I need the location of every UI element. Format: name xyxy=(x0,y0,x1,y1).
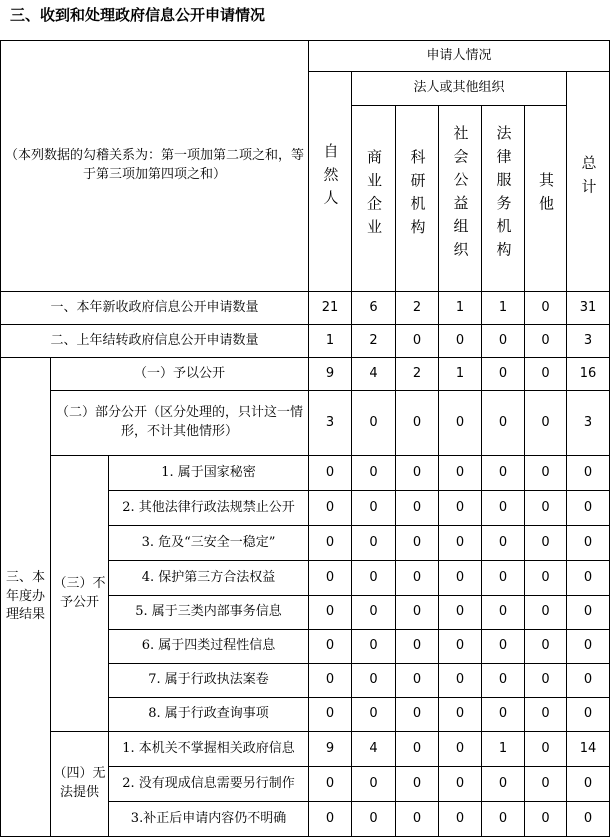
value-cell: 21 xyxy=(309,292,352,325)
row-label-carry: 二、上年结转政府信息公开申请数量 xyxy=(1,325,309,358)
value-cell: 9 xyxy=(309,732,352,767)
note-cell: （本列数据的勾稽关系为：第一项加第二项之和，等于第三项加第四项之和） xyxy=(1,41,309,292)
value-cell: 0 xyxy=(567,630,610,664)
value-cell: 0 xyxy=(439,698,482,732)
value-cell: 0 xyxy=(439,630,482,664)
value-cell: 0 xyxy=(482,358,525,391)
value-cell: 0 xyxy=(439,456,482,491)
col-header-other: 其他 xyxy=(525,106,567,292)
value-cell: 3 xyxy=(309,391,352,456)
value-cell: 1 xyxy=(439,358,482,391)
col-header-commercial: 商业企业 xyxy=(352,106,396,292)
value-cell: 0 xyxy=(525,596,567,630)
value-cell: 0 xyxy=(482,767,525,802)
legal-entity-header: 法人或其他组织 xyxy=(352,72,567,106)
item-label: 1. 本机关不掌握相关政府信息 xyxy=(109,732,309,767)
value-cell: 0 xyxy=(396,325,439,358)
table-row xyxy=(1,456,610,491)
value-cell: 0 xyxy=(396,732,439,767)
value-cell: 0 xyxy=(352,456,396,491)
row-label-partial: （二）部分公开（区分处理的，只计这一情形，不计其他情形） xyxy=(51,391,309,456)
item-label: 3. 危及“三安全一稳定” xyxy=(109,526,309,561)
value-cell: 0 xyxy=(439,526,482,561)
value-cell: 0 xyxy=(525,325,567,358)
value-cell: 0 xyxy=(567,767,610,802)
item-label: 3.补正后申请内容仍不明确 xyxy=(109,802,309,837)
value-cell: 31 xyxy=(567,292,610,325)
col-header-public-welfare: 社会公益组织 xyxy=(439,106,482,292)
value-cell: 0 xyxy=(482,456,525,491)
value-cell: 0 xyxy=(352,664,396,698)
value-cell: 0 xyxy=(482,325,525,358)
value-cell: 0 xyxy=(352,561,396,596)
value-cell: 0 xyxy=(309,596,352,630)
value-cell: 0 xyxy=(352,491,396,526)
value-cell: 0 xyxy=(439,802,482,837)
table-row xyxy=(1,391,610,456)
section3-label: 三、本年度办理结果 xyxy=(1,358,51,837)
value-cell: 14 xyxy=(567,732,610,767)
col-header-total: 总计 xyxy=(567,72,610,292)
value-cell: 0 xyxy=(482,630,525,664)
col-header-natural-person: 自然人 xyxy=(309,72,352,292)
value-cell: 0 xyxy=(352,698,396,732)
value-cell: 0 xyxy=(525,732,567,767)
value-cell: 9 xyxy=(309,358,352,391)
table-row xyxy=(1,358,610,391)
table-row xyxy=(1,325,610,358)
item-label: 6. 属于四类过程性信息 xyxy=(109,630,309,664)
value-cell: 4 xyxy=(352,732,396,767)
col-header-research: 科研机构 xyxy=(396,106,439,292)
item-label: 2. 其他法律行政法规禁止公开 xyxy=(109,491,309,526)
value-cell: 0 xyxy=(352,802,396,837)
value-cell: 0 xyxy=(482,561,525,596)
value-cell: 1 xyxy=(439,292,482,325)
group-label-not-open: （三）不予公开 xyxy=(51,456,109,732)
value-cell: 0 xyxy=(309,526,352,561)
value-cell: 0 xyxy=(482,391,525,456)
value-cell: 0 xyxy=(352,596,396,630)
value-cell: 0 xyxy=(567,491,610,526)
item-label: 2. 没有现成信息需要另行制作 xyxy=(109,767,309,802)
value-cell: 0 xyxy=(309,561,352,596)
value-cell: 0 xyxy=(439,664,482,698)
value-cell: 0 xyxy=(525,698,567,732)
value-cell: 0 xyxy=(525,526,567,561)
value-cell: 4 xyxy=(352,358,396,391)
value-cell: 0 xyxy=(482,526,525,561)
value-cell: 0 xyxy=(396,526,439,561)
value-cell: 0 xyxy=(439,491,482,526)
value-cell: 0 xyxy=(352,630,396,664)
value-cell: 0 xyxy=(525,491,567,526)
value-cell: 0 xyxy=(567,664,610,698)
col-header-legal-service: 法律服务机构 xyxy=(482,106,525,292)
value-cell: 1 xyxy=(482,292,525,325)
value-cell: 0 xyxy=(525,391,567,456)
value-cell: 0 xyxy=(309,630,352,664)
value-cell: 0 xyxy=(309,767,352,802)
applicant-header: 申请人情况 xyxy=(309,41,610,72)
value-cell: 0 xyxy=(309,698,352,732)
value-cell: 0 xyxy=(396,391,439,456)
value-cell: 1 xyxy=(482,732,525,767)
item-label: 5. 属于三类内部事务信息 xyxy=(109,596,309,630)
table-row xyxy=(1,292,610,325)
value-cell: 0 xyxy=(567,456,610,491)
value-cell: 0 xyxy=(525,456,567,491)
value-cell: 2 xyxy=(396,292,439,325)
value-cell: 0 xyxy=(309,456,352,491)
value-cell: 0 xyxy=(396,630,439,664)
value-cell: 0 xyxy=(396,767,439,802)
value-cell: 2 xyxy=(352,325,396,358)
value-cell: 1 xyxy=(309,325,352,358)
value-cell: 0 xyxy=(396,802,439,837)
group-label-unable: （四）无法提供 xyxy=(51,732,109,837)
value-cell: 0 xyxy=(439,767,482,802)
value-cell: 0 xyxy=(482,664,525,698)
value-cell: 0 xyxy=(525,802,567,837)
value-cell: 0 xyxy=(396,491,439,526)
table-row xyxy=(1,732,610,767)
value-cell: 0 xyxy=(396,561,439,596)
value-cell: 2 xyxy=(396,358,439,391)
value-cell: 0 xyxy=(396,596,439,630)
value-cell: 0 xyxy=(439,596,482,630)
value-cell: 0 xyxy=(525,561,567,596)
value-cell: 0 xyxy=(439,561,482,596)
value-cell: 3 xyxy=(567,391,610,456)
value-cell: 0 xyxy=(525,767,567,802)
row-label-open: （一）予以公开 xyxy=(51,358,309,391)
value-cell: 16 xyxy=(567,358,610,391)
application-table xyxy=(0,40,610,837)
item-label: 1. 属于国家秘密 xyxy=(109,456,309,491)
value-cell: 0 xyxy=(396,664,439,698)
value-cell: 0 xyxy=(567,802,610,837)
value-cell: 0 xyxy=(525,292,567,325)
value-cell: 0 xyxy=(352,767,396,802)
item-label: 8. 属于行政查询事项 xyxy=(109,698,309,732)
value-cell: 0 xyxy=(525,664,567,698)
value-cell: 0 xyxy=(439,325,482,358)
value-cell: 0 xyxy=(567,526,610,561)
item-label: 7. 属于行政执法案卷 xyxy=(109,664,309,698)
value-cell: 0 xyxy=(567,596,610,630)
value-cell: 0 xyxy=(309,664,352,698)
value-cell: 0 xyxy=(396,456,439,491)
value-cell: 0 xyxy=(439,391,482,456)
value-cell: 0 xyxy=(567,561,610,596)
value-cell: 0 xyxy=(309,491,352,526)
value-cell: 0 xyxy=(352,526,396,561)
value-cell: 0 xyxy=(439,732,482,767)
item-label: 4. 保护第三方合法权益 xyxy=(109,561,309,596)
row-label-new: 一、本年新收政府信息公开申请数量 xyxy=(1,292,309,325)
value-cell: 0 xyxy=(525,358,567,391)
value-cell: 3 xyxy=(567,325,610,358)
value-cell: 0 xyxy=(482,596,525,630)
value-cell: 0 xyxy=(309,802,352,837)
value-cell: 0 xyxy=(525,630,567,664)
value-cell: 0 xyxy=(482,698,525,732)
value-cell: 6 xyxy=(352,292,396,325)
value-cell: 0 xyxy=(482,491,525,526)
value-cell: 0 xyxy=(482,802,525,837)
section-title: 三、收到和处理政府信息公开申请情况 xyxy=(10,6,266,24)
value-cell: 0 xyxy=(567,698,610,732)
value-cell: 0 xyxy=(352,391,396,456)
value-cell: 0 xyxy=(396,698,439,732)
